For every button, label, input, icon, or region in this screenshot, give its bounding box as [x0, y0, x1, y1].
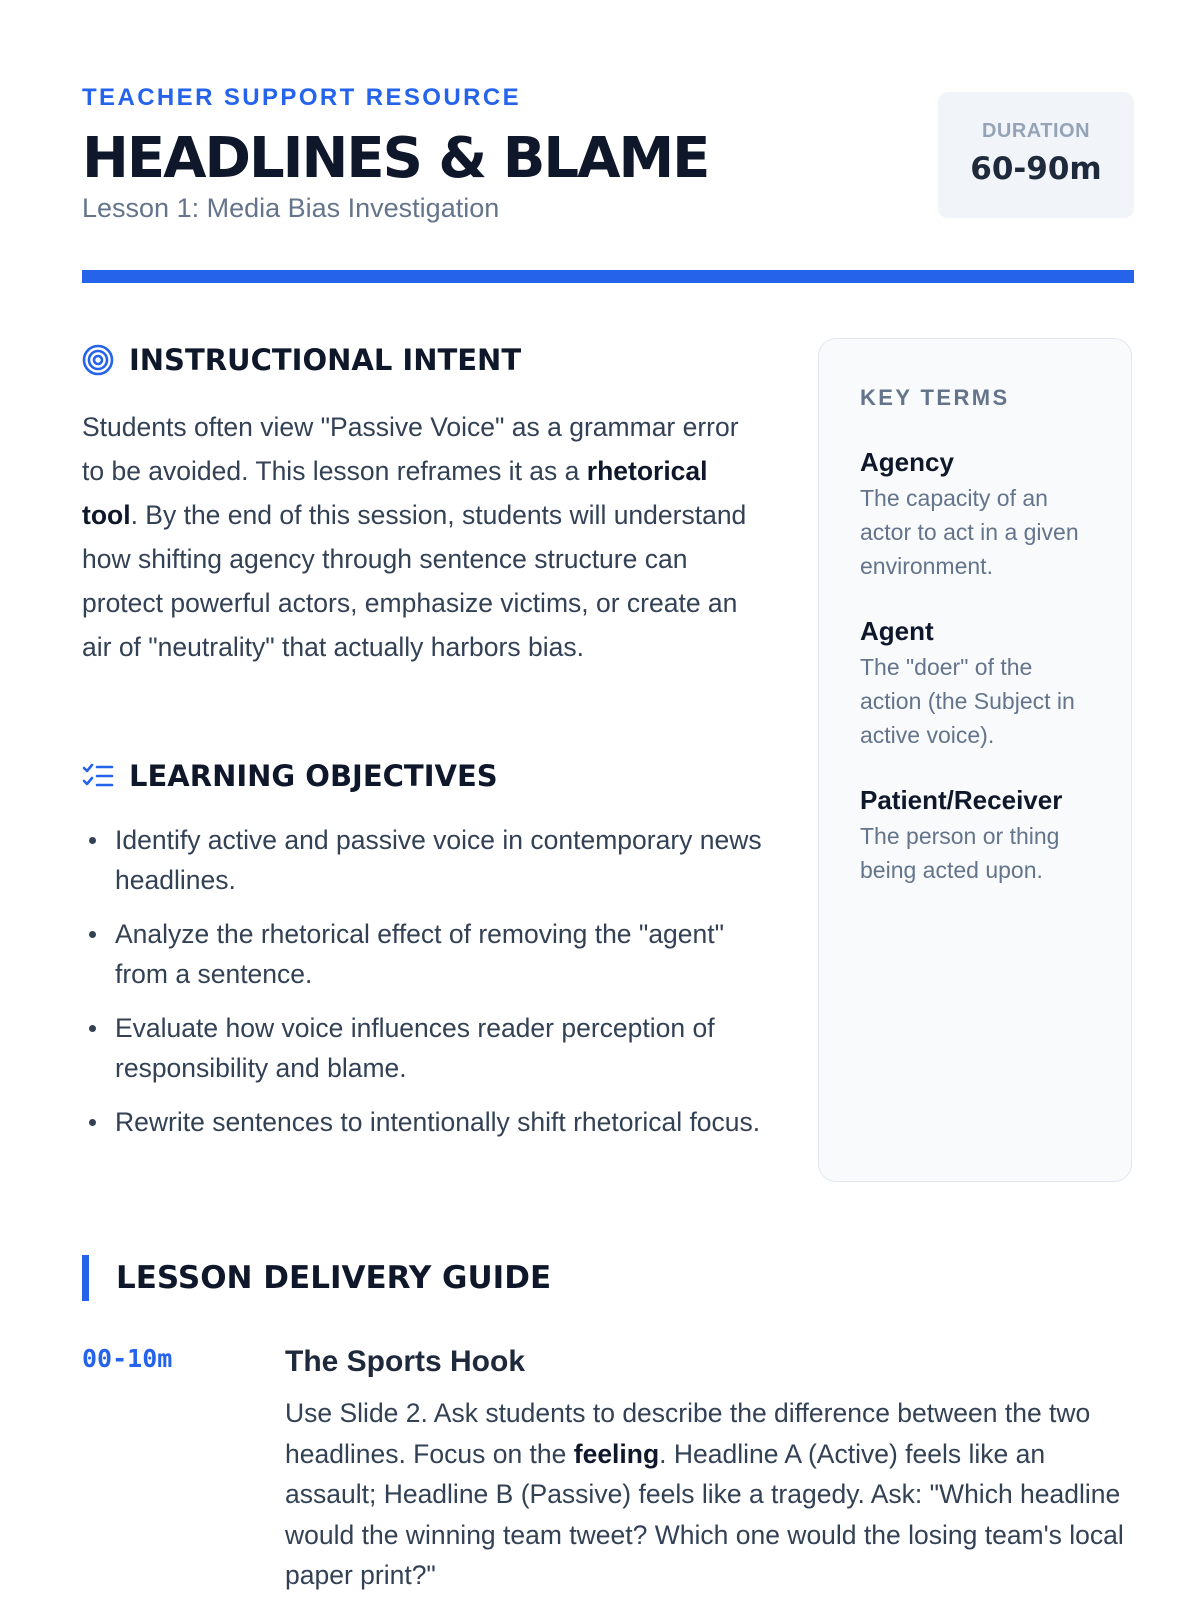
step-description [285, 1393, 1134, 1596]
step-text-part: . Headline A (Active) feels like an assault; Headline B (Passive) feels like a tragedy. Ask: "Which headline would the winning team tweet? Which one would the losing team's local paper print?" [285, 1438, 1124, 1590]
lesson-page [82, 0, 1134, 1600]
instructional-intent-title: INSTRUCTIONAL INTENT [129, 343, 522, 377]
key-terms-heading: KEY TERMS [860, 385, 1010, 410]
instructional-intent-heading [82, 340, 521, 380]
objectives-list [82, 820, 782, 1156]
intent-text-emphasis: rhetorical tool [82, 456, 708, 530]
objective-item [82, 820, 782, 900]
duration-value: 60-90m [970, 151, 1102, 187]
step-text-part: Use Slide 2. Ask students to describe the difference between the two headlines. Focus on the [285, 1398, 1091, 1469]
header-divider [82, 270, 1134, 283]
intent-text-part: Students often view "Passive Voice" as a grammar error to be avoided. This lesson reframes it as a [82, 412, 739, 486]
objective-item [82, 1008, 782, 1088]
term-definition: The person or thing being acted upon. [860, 823, 1060, 883]
bullet [89, 1025, 96, 1032]
key-term [860, 445, 1100, 583]
target-icon [82, 344, 114, 376]
objective-item [82, 914, 782, 994]
eyebrow-label: TEACHER SUPPORT RESOURCE [82, 84, 521, 111]
term-name: Agent [860, 616, 934, 646]
term-definition: The "doer" of the action (the Subject in active voice). [860, 654, 1075, 748]
key-term [860, 614, 1100, 752]
term-name: Agency [860, 447, 954, 477]
learning-objectives-title: LEARNING OBJECTIVES [129, 759, 498, 793]
instructional-intent-text [82, 405, 762, 669]
step-time: 00-10m [82, 1344, 173, 1373]
bullet [89, 837, 96, 844]
key-term [860, 783, 1100, 887]
bullet [89, 1119, 96, 1126]
objective-text: Identify active and passive voice in contemporary news headlines. [115, 825, 762, 895]
intent-text-part: . By the end of this session, students will understand how shifting agency through sentence structure can protect powerful actors, emphasize victims, or create an air of "neutrality" that actually harbors bias. [82, 500, 747, 662]
page-header [82, 82, 1134, 232]
step-text-emphasis: feeling [573, 1438, 660, 1469]
objective-item [82, 1102, 782, 1142]
bullet [89, 931, 96, 938]
objective-text: Rewrite sentences to intentionally shift rhetorical focus. [115, 1107, 761, 1137]
key-terms-panel [818, 338, 1132, 1182]
duration-badge [938, 92, 1134, 218]
term-definition: The capacity of an actor to act in a given environment. [860, 485, 1079, 579]
page-subtitle: Lesson 1: Media Bias Investigation [82, 193, 500, 223]
term-name: Patient/Receiver [860, 785, 1063, 815]
objective-text: Analyze the rhetorical effect of removing the "agent" from a sentence. [115, 919, 725, 989]
objective-text: Evaluate how voice influences reader perception of responsibility and blame. [115, 1013, 715, 1083]
lesson-delivery-guide-heading: LESSON DELIVERY GUIDE [82, 1255, 551, 1301]
step-title: The Sports Hook [285, 1345, 526, 1378]
checklist-icon [82, 760, 114, 792]
learning-objectives-heading [82, 756, 498, 796]
page-title: HEADLINES & BLAME [82, 126, 709, 191]
duration-label: DURATION [981, 120, 1091, 142]
